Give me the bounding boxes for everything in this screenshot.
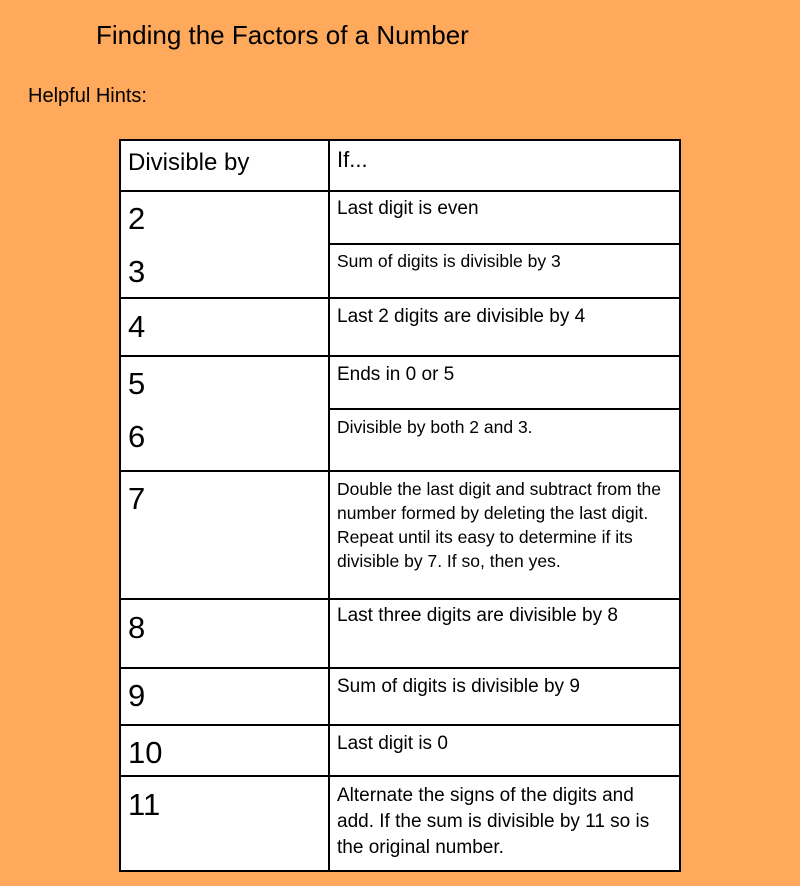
- divisor-2: 2: [128, 201, 146, 236]
- header-if: If...: [337, 147, 368, 172]
- header-divisible-by: Divisible by: [128, 149, 250, 176]
- rule-10: Last digit is 0: [337, 733, 448, 754]
- rule-11: Alternate the signs of the digits and add. If the sum is divisible by 11 so is the original number.: [337, 785, 650, 858]
- divisor-6: 6: [128, 419, 146, 454]
- rule-3: Sum of digits is divisible by 3: [337, 251, 561, 271]
- row-divider: [121, 355, 679, 357]
- divisor-10: 10: [128, 735, 163, 770]
- divisor-5: 5: [128, 366, 146, 401]
- row-divider: [328, 408, 679, 410]
- row-divider: [121, 775, 679, 777]
- rule-4: Last 2 digits are divisible by 4: [337, 306, 586, 327]
- row-divider: [121, 470, 679, 472]
- helpful-hints-label: Helpful Hints:: [28, 85, 147, 107]
- rule-2: Last digit is even: [337, 198, 479, 219]
- row-divider: [328, 243, 679, 245]
- row-divider: [121, 190, 679, 192]
- row-divider: [121, 297, 679, 299]
- divisor-9: 9: [128, 678, 146, 713]
- rule-9: Sum of digits is divisible by 9: [337, 676, 580, 697]
- row-divider: [121, 724, 679, 726]
- rule-5: Ends in 0 or 5: [337, 364, 455, 385]
- divisibility-rules-table: [119, 139, 681, 872]
- rule-7: Double the last digit and subtract from the number formed by deleting the last digit. Repeat until its easy to determine if its divisible by 7. If so, then yes.: [337, 479, 661, 571]
- divisor-3: 3: [128, 254, 146, 289]
- page-title: Finding the Factors of a Number: [96, 20, 469, 50]
- divisor-11: 11: [128, 787, 161, 822]
- column-divider: [328, 141, 330, 870]
- row-divider: [121, 598, 679, 600]
- divisor-8: 8: [128, 610, 146, 645]
- divisor-4: 4: [128, 309, 146, 344]
- rule-8: Last three digits are divisible by 8: [337, 605, 618, 626]
- divisor-7: 7: [128, 481, 146, 516]
- row-divider: [121, 667, 679, 669]
- rule-6: Divisible by both 2 and 3.: [337, 417, 533, 437]
